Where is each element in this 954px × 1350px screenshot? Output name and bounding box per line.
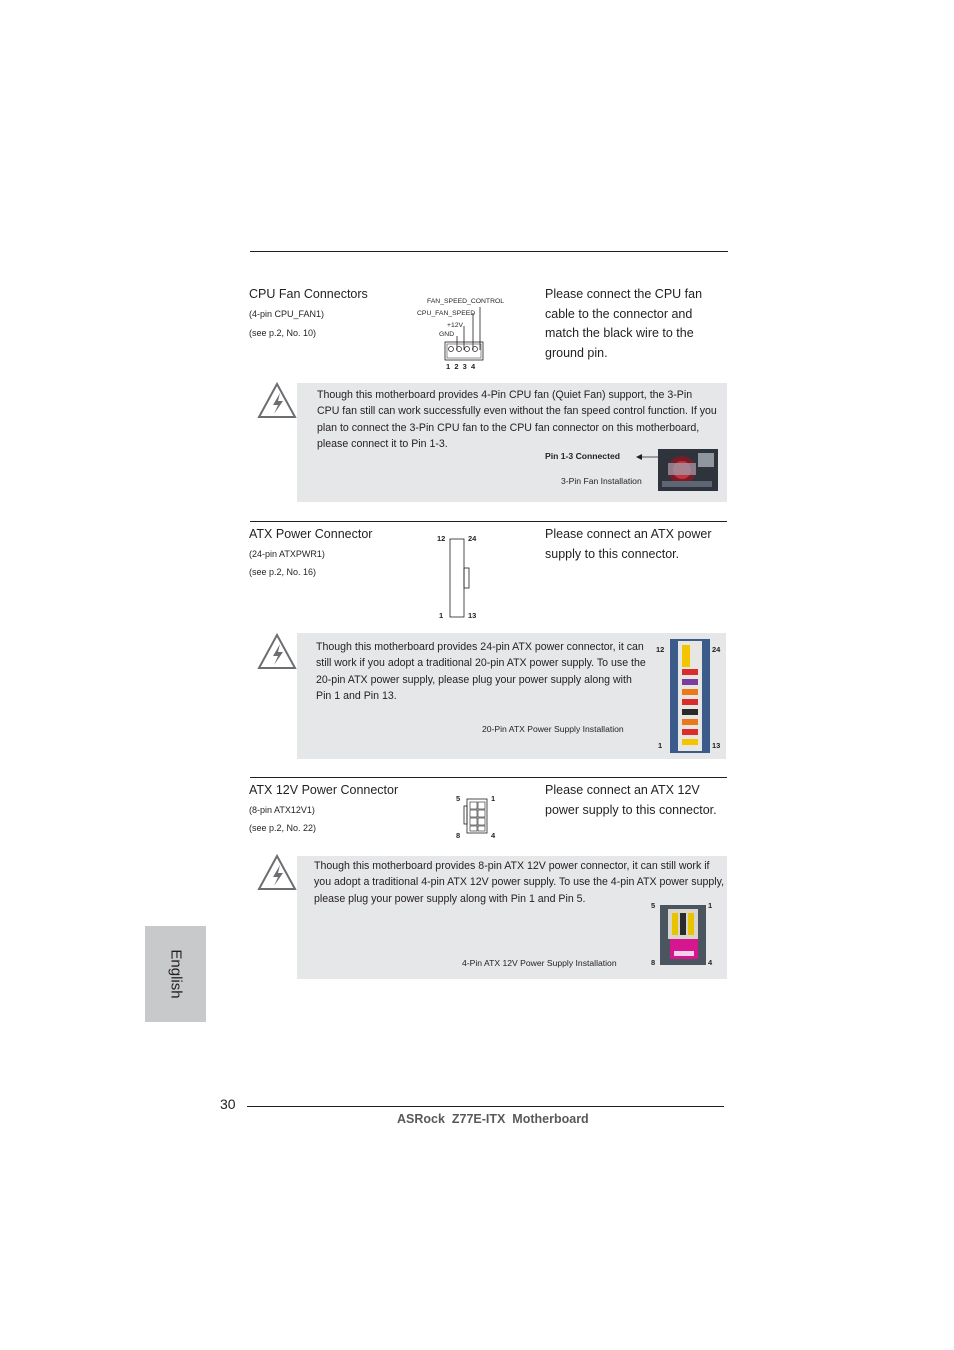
atx-power-description: Please connect an ATX power supply to this connector.: [545, 527, 712, 561]
atx12v-pin-5: 5: [456, 794, 461, 803]
atx-power-rule: [250, 521, 727, 522]
gnd-label: GND: [439, 331, 455, 338]
atx12v-photo-pin-4: 4: [708, 958, 713, 967]
atx-power-title: ATX Power Connector: [249, 527, 373, 541]
plus12v-label: +12V: [447, 322, 464, 329]
atx-photo-pin-12: 12: [656, 645, 665, 654]
atx-power-caption: 20-Pin ATX Power Supply Installation: [482, 724, 624, 734]
atx12v-note-text: Though this motherboard provides 8-pin ATX 12V power connector, it can still work if you adopt a traditional 4-pin ATX 12V power supply. To use the 4-pin ATX power supply, please plug your power supply along with Pin 1 and Pin 5.: [314, 860, 725, 905]
cpu-fan-note-text: Though this motherboard provides 4-Pin CPU fan (Quiet Fan) support, the 3-Pin CPU fan still can work successfully even without the fan speed control function. If you plan to connect the 3-Pin CPU fan to the CPU fan connector on this motherboard, please connect it to Pin 1-3.: [317, 389, 717, 450]
atx12v-subtitle: (8-pin ATX12V1): [249, 805, 315, 815]
atx-photo-pin-24: 24: [712, 645, 721, 654]
atx12v-pin-8: 8: [456, 831, 461, 840]
atx-power-ref: (see p.2, No. 16): [249, 567, 317, 577]
cpu-fan-speed-label: CPU_FAN_SPEED: [417, 310, 476, 317]
atx-photo-pin-13: 13: [712, 741, 721, 750]
fan-installation-photo: [658, 449, 718, 491]
fan-installation-caption: 3-Pin Fan Installation: [561, 476, 642, 486]
top-rule: [250, 251, 728, 252]
fan-connector-icon: [440, 305, 490, 365]
cpu-fan-description: Please connect the CPU fan cable to the connector and match the black wire to the ground pin.: [545, 287, 703, 360]
atx-power-note-text: Though this motherboard provides 24-pin ATX power connector, it can still work if you adopt a traditional 20-pin ATX power supply. To use the 20-pin ATX power supply, please plug your power supply along with Pin 1 and Pin 13.: [316, 641, 646, 702]
language-tab: [145, 926, 206, 1022]
cpu-fan-title: CPU Fan Connectors: [249, 287, 368, 301]
atx-pin-13: 13: [468, 611, 477, 620]
atx-photo-pin-1: 1: [658, 741, 663, 750]
fan-pin-numbers: 1 2 3 4: [446, 362, 476, 371]
footer-product: ASRock Z77E-ITX Motherboard: [397, 1112, 589, 1126]
cpu-fan-ref: (see p.2, No. 10): [249, 328, 317, 338]
warning-icon: [256, 381, 298, 421]
warning-icon: [256, 853, 298, 893]
atx-pin-1: 1: [439, 611, 444, 620]
atx-24pin-connector-icon: [449, 538, 471, 618]
atx12v-description: Please connect an ATX 12V power supply to this connector.: [545, 783, 717, 817]
pin-1-3-connected-label: Pin 1-3 Connected: [545, 451, 620, 461]
atx-pin-24: 24: [468, 534, 477, 543]
atx12v-pin-4: 4: [491, 831, 496, 840]
fan-speed-control-label: FAN_SPEED_CONTROL: [427, 298, 505, 305]
atx12v-caption: 4-Pin ATX 12V Power Supply Installation: [462, 958, 617, 968]
atx12v-rule: [250, 777, 727, 778]
page-number: 30: [220, 1096, 236, 1112]
cpu-fan-subtitle: (4-pin CPU_FAN1): [249, 309, 325, 319]
atx12v-photo-pin-8: 8: [651, 958, 656, 967]
atx-power-photo: [670, 639, 710, 753]
language-label: English: [167, 949, 184, 999]
arrow-left-icon: [636, 452, 658, 462]
atx12v-photo-pin-5: 5: [651, 901, 656, 910]
atx12v-photo-pin-1: 1: [708, 901, 713, 910]
atx12v-pin-1: 1: [491, 794, 496, 803]
warning-icon: [256, 632, 298, 672]
atx12v-title: ATX 12V Power Connector: [249, 783, 399, 797]
atx12v-8pin-connector-icon: [463, 798, 489, 834]
atx12v-ref: (see p.2, No. 22): [249, 823, 317, 833]
footer-rule: [247, 1106, 724, 1107]
atx-power-subtitle: (24-pin ATXPWR1): [249, 549, 325, 559]
atx-pin-12: 12: [437, 534, 446, 543]
atx12v-photo: [660, 905, 706, 965]
